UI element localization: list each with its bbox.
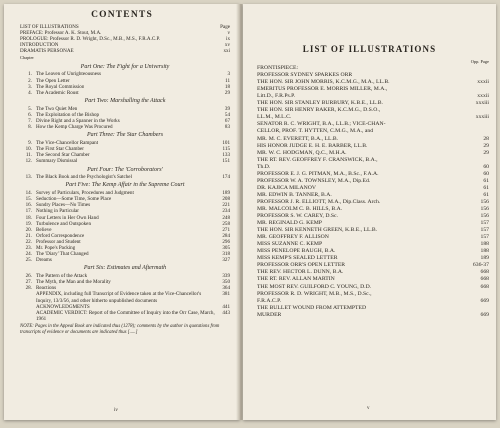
right-folio: v [367, 406, 370, 411]
entry-title: DRAMATIS PERSONAE [20, 48, 74, 55]
entry-title: THE HON. SIR JOHN MORRIS, K.C.M.G., M.A., LL.B. [257, 79, 390, 86]
entry-title: LIST OF ILLUSTRATIONS [20, 24, 79, 30]
toc-row [257, 107, 489, 114]
entry-title: CELLOR, PROF. T. HYTTEN, C.M.G., M.A., and [257, 128, 374, 135]
chapter-number: 7. [28, 117, 32, 124]
entry-title: PROFESSOR ORR'S OPEN LETTER [257, 262, 346, 269]
entry-title: Orford Correspondence [36, 232, 85, 239]
page-number: xxxii [477, 79, 489, 86]
part-heading: Part Four: The 'Corroborators' [87, 166, 163, 173]
toc-row [20, 310, 230, 322]
page-number: 350 [222, 279, 230, 286]
toc-row [257, 65, 489, 72]
toc-row [257, 143, 489, 150]
toc-row [257, 157, 489, 164]
chapter-number: 17. [25, 208, 32, 215]
entry-title: The Academic Roust [36, 89, 79, 96]
entry-title: The Two Quiet Men [36, 105, 78, 112]
page-number: 381 [222, 291, 230, 298]
chapter-number: 21. [25, 232, 32, 239]
entry-title: Turbulence and Outspoken [36, 220, 91, 227]
entry-title: FRONTISPIECE: [257, 65, 299, 72]
entry-text [257, 206, 342, 213]
page-number: 61 [483, 184, 489, 191]
chapter-number: 3. [28, 83, 32, 90]
toc-row [257, 213, 489, 220]
entry-title: Divine Right and a Spanner in the Works [36, 117, 120, 124]
toc-row [257, 305, 489, 312]
page-number: 156 [480, 198, 489, 205]
entry-text [257, 150, 347, 157]
chapter-number: 8. [28, 123, 32, 130]
toc-row [20, 291, 230, 303]
entry-text [257, 291, 372, 298]
entry-text [257, 136, 338, 143]
page-number: 3 [227, 71, 230, 78]
entry-title: THE REV. HECTOR L. DUNN, B.A. [257, 269, 344, 276]
entry-text [257, 164, 270, 171]
entry-title: PROFESSOR E. J. G. PITMAN, M.A., B.Sc., F.A.A. [257, 170, 379, 177]
page-number: 669 [480, 297, 489, 304]
page-number: 208 [222, 196, 230, 203]
entry-title: The Pattern of the Attack [36, 273, 88, 280]
page-number: 668 [480, 283, 489, 290]
page-number: 174 [222, 174, 230, 181]
entry-text [257, 128, 373, 135]
contents-title: CONTENTS [91, 10, 153, 20]
entry-title: THE BULLET WOUND FROM ATTEMPTED [257, 304, 367, 311]
entry-text [257, 199, 380, 206]
chapter-number: 12. [25, 158, 32, 165]
entry-text [257, 312, 281, 319]
entry-title: The Myth, the Man and the Morality [36, 279, 111, 286]
entry-title: Believe [36, 226, 52, 233]
entry-text [257, 171, 379, 178]
page-number: v [227, 30, 230, 37]
entry-title: PROFESSOR SYDNEY SPARKES ORR [257, 72, 353, 79]
entry-title: Mr. Pope's Packing [36, 245, 76, 251]
page-number: 258 [222, 220, 230, 227]
entry-title: Survey of Particulars, Procedures and Judgment [36, 190, 134, 197]
part-heading: Part Two: Marshalling the Attack [84, 98, 166, 104]
entry-title: MR. EDWIN B. TANNER, B.A. [257, 191, 332, 198]
toc-row [257, 269, 489, 276]
entry-title: PROFESSOR W. A. TOWNSLEY, M.A., Dip.Ed. [257, 177, 371, 184]
contents-list [20, 24, 230, 335]
toc-row [257, 171, 489, 178]
entry-text [257, 157, 378, 164]
entry-title: APPENDIX, including full Transcript of Evidence taken at the Vice-Chancellor's Inquiry, 13/3/56, and other hitherto unpublished documents [36, 291, 202, 304]
toc-row [257, 192, 489, 199]
entry-text [20, 257, 52, 263]
entry-text [257, 234, 329, 241]
toc-row [257, 262, 489, 269]
chapter-number: 22. [25, 238, 32, 245]
page-number: xv [224, 42, 230, 49]
page-number: Page [220, 24, 230, 30]
page-number: 60 [483, 170, 489, 177]
toc-row [257, 284, 489, 291]
page-number: xxxiii [475, 114, 489, 121]
chapter-number: 25. [25, 257, 32, 264]
page-number: 339 [222, 273, 230, 280]
entry-title: MR. W. C. HODGMAN, Q.C., M.H.A. [257, 149, 347, 156]
page-number: 101 [222, 139, 230, 146]
page-number: 636-37 [472, 262, 489, 269]
entry-title: MR. MALCOLM C. B. HILLS, B.A. [257, 205, 343, 212]
toc-row [257, 248, 489, 255]
entry-title: PROFESSOR S. W. CAREY, D.Sc. [257, 213, 338, 220]
page-number: 157 [480, 227, 489, 234]
page-number: 327 [222, 257, 230, 264]
page-number: 133 [222, 152, 230, 159]
page-number: 61 [483, 177, 489, 184]
chapter-number: 27. [25, 279, 32, 286]
entry-title: PROLOGUE: Professor R. D. Wright, D.Sc., M.B., M.S., F.R.A.C.P. [20, 36, 161, 43]
part-heading: Part Six: Estimates and Aftermath [83, 265, 167, 272]
toc-row [257, 312, 489, 319]
page-number: 67 [224, 117, 230, 124]
toc-row [20, 158, 230, 164]
entry-title: Reactions [36, 285, 57, 292]
page-number: 188 [480, 248, 489, 255]
toc-row [257, 291, 489, 298]
page-number: 189 [480, 255, 489, 262]
chapter-number: 24. [25, 251, 32, 258]
chapter-number: 2. [28, 77, 32, 84]
entry-title: MR. M. C. EVERETT, B.A., LL.B. [257, 135, 339, 142]
toc-row [257, 114, 489, 121]
entry-title: MURDER [257, 311, 282, 318]
entry-text [257, 178, 370, 185]
chapter-number: 11. [25, 152, 32, 159]
page-number: 83 [224, 123, 230, 130]
entry-title: Sundry Places—No Times [36, 202, 91, 209]
entry-title: MR. REGINALD G. KEMP [257, 220, 322, 227]
page-number: 443 [222, 309, 230, 316]
entry-title: The Black Book and the Psychologist's Satchel [36, 174, 132, 181]
chapter-number: 9. [28, 139, 32, 146]
toc-row [257, 136, 489, 143]
entry-title: Nothing in Particular [36, 208, 80, 215]
entry-title: The Open Letter [36, 77, 70, 84]
entry-text [257, 114, 291, 121]
page-number: 318 [222, 251, 230, 258]
page-number: 441 [222, 303, 230, 310]
entry-text [20, 124, 113, 130]
chapter-number: 16. [25, 202, 32, 209]
entry-text [257, 93, 295, 100]
page-number: 668 [480, 276, 489, 283]
toc-row [257, 121, 489, 128]
chapter-label: Chapter [20, 55, 34, 61]
toc-row [257, 128, 489, 135]
entry-text [257, 284, 371, 291]
page-number: 151 [222, 158, 230, 165]
entry-text [257, 220, 322, 227]
entry-title: The Second Star Chamber [36, 152, 90, 159]
entry-text [257, 192, 332, 199]
entry-text [257, 276, 335, 283]
page-number: 284 [222, 232, 230, 239]
toc-row [257, 255, 489, 262]
part-heading: Part One: The Fight for a University [80, 63, 170, 70]
page-number: 234 [222, 208, 230, 215]
toc-row [257, 206, 489, 213]
entry-title: MR. GEOFFREY F. ALLISON [257, 234, 329, 241]
entry-text [257, 143, 367, 150]
toc-row [20, 174, 230, 180]
entry-title: F.R.A.C.P. [257, 297, 282, 304]
toc-row [20, 124, 230, 130]
entry-text [257, 269, 343, 276]
page-number: 221 [222, 202, 230, 209]
page-number: 60 [483, 163, 489, 170]
entry-text [257, 86, 387, 93]
page-number: 157 [480, 234, 489, 241]
page-number: 188 [480, 241, 489, 248]
toc-row [257, 199, 489, 206]
toc-row [20, 90, 230, 96]
part-heading: Part Three: The Star Chambers [86, 132, 164, 139]
entry-text [257, 65, 298, 72]
toc-row [257, 298, 489, 305]
entry-title: The Royal Commission [36, 83, 85, 90]
part-heading: Part Five: The Kemp Affair in the Supreme Court [65, 182, 185, 189]
chapter-number: 15. [25, 196, 32, 203]
chapter-number: 10. [25, 146, 32, 153]
entry-title: EMERITUS PROFESSOR E. MORRIS MILLER, M.A., [257, 86, 388, 93]
toc-row [257, 93, 489, 100]
illustrations-list [257, 58, 489, 319]
entry-text [257, 305, 366, 312]
entry-text [257, 248, 335, 255]
entry-title: DR. KAJICA MILANOV [257, 184, 316, 191]
page-number: ix [226, 36, 230, 43]
entry-title: THE HON. SIR STANLEY BURBURY, K.B.E., LL.B. [257, 100, 383, 107]
entry-text [257, 213, 338, 220]
entry-title: THE RT. REV. ALLAN MARTIN [257, 276, 335, 283]
chapter-number: 5. [28, 105, 32, 112]
toc-row [20, 48, 230, 54]
entry-title: PROFESSOR R. D. WRIGHT, M.B., M.S., D.Sc., [257, 290, 372, 297]
page-number: 305 [222, 245, 230, 251]
entry-text [257, 72, 352, 79]
page-number: 668 [480, 269, 489, 276]
page-number: 156 [480, 213, 489, 220]
chapter-number: 14. [25, 190, 32, 197]
toc-row [257, 227, 489, 234]
entry-text [257, 185, 316, 192]
toc-row [257, 220, 489, 227]
entry-title: Professor and Student [36, 238, 81, 245]
entry-title: INTRODUCTION [20, 42, 59, 49]
entry-title: Th.D. [257, 163, 271, 170]
toc-row [257, 241, 489, 248]
entry-title: How the Kemp Charge Was Procured [36, 123, 113, 130]
page-number: 28 [483, 135, 489, 142]
left-folio: iv [114, 408, 118, 413]
toc-row [257, 185, 489, 192]
toc-row [257, 79, 489, 86]
chapter-number: 13. [25, 174, 32, 181]
entry-title: PROFESSOR J. R. ELLIOTT, M.A., Dip.Class. Arch. [257, 198, 381, 205]
chapter-number: 26. [25, 273, 32, 280]
page-number: 18 [224, 83, 230, 90]
entry-title: Seduction—Some Time, Some Place [36, 196, 112, 203]
entry-title: THE MOST REV. GUILFORD C. YOUNG, D.D. [257, 283, 372, 290]
entry-title: SENATOR R. C. WRIGHT, B.A., LL.B.; VICE-CHAN- [257, 121, 386, 128]
chapter-number: 4. [28, 89, 32, 96]
entry-title: THE HON. SIR KENNETH GREEN, K.B.E., LL.B. [257, 227, 378, 234]
entry-text [20, 90, 79, 96]
entry-text [20, 174, 132, 180]
entry-title: Litt.D., F.R.Ps.P. [257, 93, 296, 100]
entry-text [257, 227, 377, 234]
page-number: 189 [222, 190, 230, 197]
entry-text [257, 121, 386, 128]
entry-text [257, 262, 345, 269]
toc-row [257, 164, 489, 171]
entry-title: THE RT. REV. GEOFFREY F. CRANSWICK, B.A., [257, 156, 378, 163]
entry-text [20, 158, 77, 164]
entry-title: The First Star Chamber [36, 146, 84, 153]
entry-title: LL.M., M.L.C. [257, 114, 292, 121]
chapter-number: 28. [25, 285, 32, 292]
right-page-illustrations [243, 4, 496, 420]
chapter-number: 20. [25, 226, 32, 233]
left-page-contents [4, 4, 240, 420]
entry-title: Summary Dismissal [36, 158, 78, 165]
entry-title: The Leaven of Unrighteousness [36, 71, 101, 78]
entry-title: PREFACE: Professor A. K. Stout, M.A. [20, 30, 102, 37]
chapter-number: 18. [25, 214, 32, 221]
entry-text [257, 255, 338, 262]
toc-row [257, 100, 489, 107]
toc-row [257, 234, 489, 241]
chapter-number: 23. [25, 245, 32, 251]
page-number: 61 [483, 191, 489, 198]
entry-title: The Exploitation of the Bishop [36, 111, 100, 118]
page-number: 364 [222, 285, 230, 292]
illustrations-title: LIST OF ILLUSTRATIONS [302, 44, 437, 54]
toc-row [257, 86, 489, 93]
page-number: 29 [483, 142, 489, 149]
opp-page-label: Opp. Page [470, 59, 489, 64]
entry-title: MISS KEMP'S SEALED LETTER [257, 255, 338, 262]
page-number: 157 [480, 220, 489, 227]
entry-text [20, 48, 74, 54]
page-number: 29 [483, 149, 489, 156]
toc-row [257, 178, 489, 185]
page-number: 156 [480, 205, 489, 212]
entry-text [257, 107, 380, 114]
entry-title: ACKNOWLEDGMENTS [36, 303, 90, 310]
page-number: 115 [222, 146, 230, 153]
entry-title: The Vice-Chancellor Rampant [36, 139, 99, 146]
page-number: 669 [480, 311, 489, 318]
entry-title: Four Letters in Her Own Hand [36, 214, 99, 221]
chapter-number: 1. [28, 71, 32, 78]
entry-title: The 'Diary' That Changed [36, 251, 89, 258]
page-number: 39 [224, 105, 230, 112]
chapter-number: 6. [28, 111, 32, 118]
page-number: 296 [222, 238, 230, 245]
page-number: 29 [224, 89, 230, 96]
page-number: 54 [224, 111, 230, 118]
entry-text [257, 241, 322, 248]
footnote: NOTE: Pages in the Appeal Book are indicated thus (1278); comments by the author in quotations from transcripts of evidence or documents are indicated thus [.....] [20, 323, 220, 335]
entry-text [257, 100, 383, 107]
page-number: 11 [225, 77, 230, 84]
entry-title: ACADEMIC VERDICT: Report of the Committee of Inquiry into the Orr Case, March, 1961 [36, 309, 215, 322]
entry-title: HIS HONOR JUDGE E. H. E. BARBER, LL.B. [257, 142, 368, 149]
toc-row [257, 150, 489, 157]
page-number: xxi [223, 48, 230, 55]
page-number: 271 [222, 226, 230, 233]
toc-row [20, 257, 230, 263]
chapter-number: 19. [25, 220, 32, 227]
entry-title: MISS PENELOPE BAUGH, B.A. [257, 248, 336, 255]
entry-title: MISS SUZANNE C. KEMP [257, 241, 323, 248]
entry-text [257, 79, 390, 86]
toc-row [257, 276, 489, 283]
page-number: xxxiii [475, 100, 489, 107]
page-number: 248 [222, 214, 230, 221]
toc-row [257, 72, 489, 79]
entry-title: THE HON. SIR HENRY BAKER, K.C.M.G., D.S.O., [257, 107, 381, 114]
entry-title: Dreams [36, 257, 52, 264]
page-number: xxxii [477, 93, 489, 100]
entry-text [257, 298, 281, 305]
